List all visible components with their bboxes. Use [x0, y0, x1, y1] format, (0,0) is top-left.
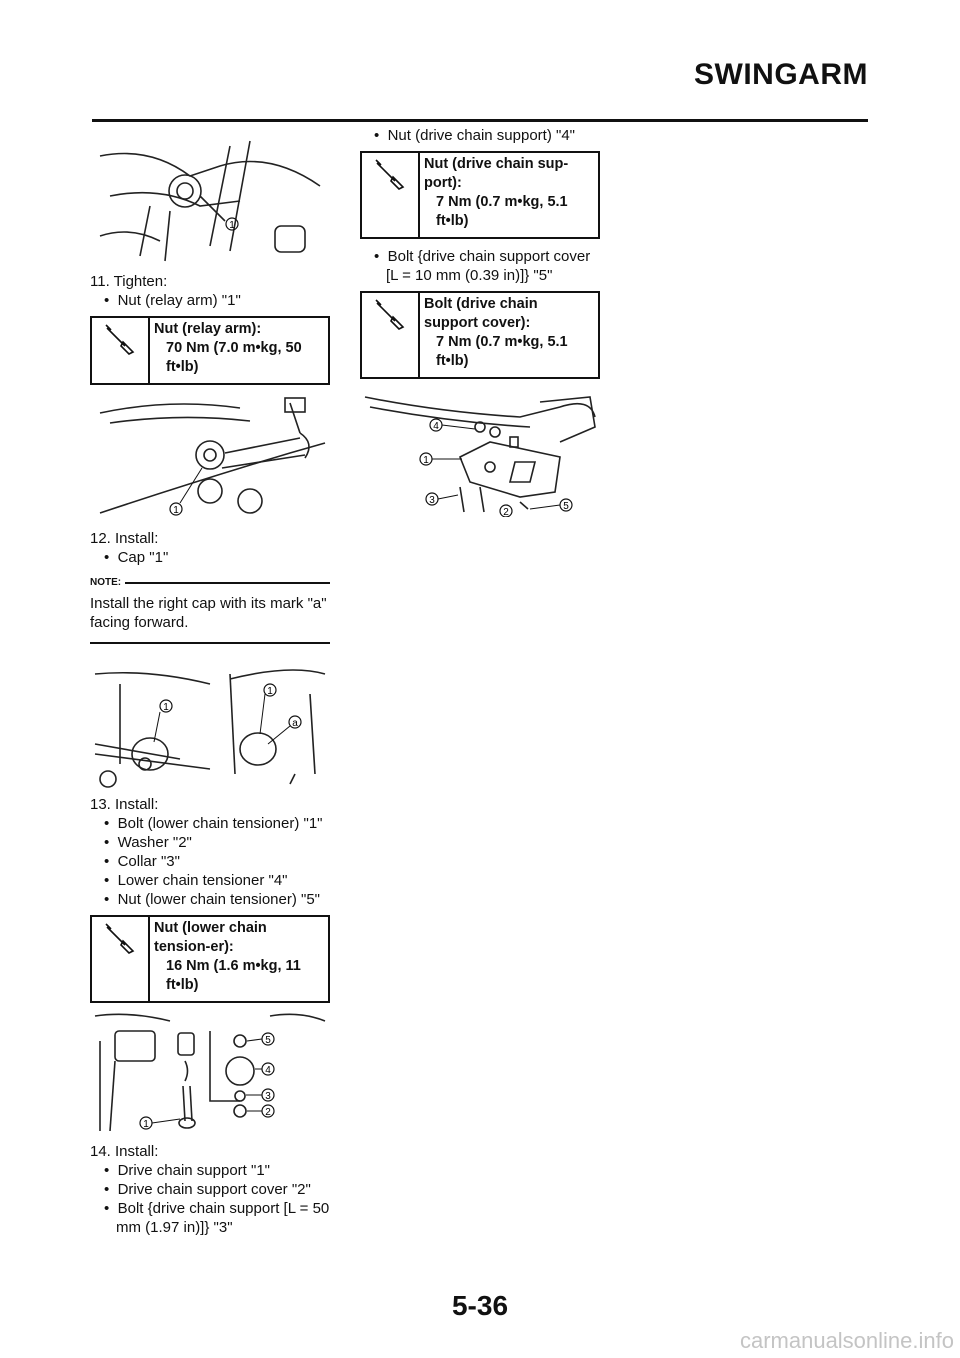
svg-text:3: 3 — [429, 495, 435, 506]
right-column — [360, 126, 600, 523]
callout-1 — [170, 468, 202, 516]
svg-text:4: 4 — [433, 421, 439, 432]
figure-relay-arm — [90, 393, 330, 523]
callout-2 — [247, 1105, 274, 1118]
callout-1 — [226, 218, 238, 231]
watermark: carmanualsonline.info — [739, 1328, 954, 1353]
spec-value: 70 Nm (7.0 m•kg, 50 ft•lb) — [166, 340, 302, 375]
svg-text:4: 4 — [265, 1065, 271, 1076]
note-box — [90, 573, 330, 644]
figure-lower-chain-tensioner — [90, 1011, 330, 1136]
callout-2 — [500, 505, 512, 517]
step-11-title: 11. Tighten: — [90, 273, 168, 290]
spec-lower-chain-tensioner-nut — [90, 915, 330, 1003]
figure-caps — [90, 654, 330, 789]
step-13-title: 13. Install: — [90, 796, 159, 813]
svg-text:3: 3 — [265, 1091, 271, 1102]
callout-1 — [260, 684, 276, 734]
step-13-bullet: • Lower chain tensioner "4" — [90, 871, 330, 890]
step-14-title: 14. Install: — [90, 1143, 159, 1160]
header-rule — [92, 119, 868, 122]
step-11-bullet: • Nut (relay arm) "1" — [90, 291, 330, 310]
callout-1 — [140, 1117, 180, 1130]
callout-1 — [154, 700, 172, 742]
figure-drive-chain-support — [360, 387, 600, 517]
spec-value: 7 Nm (0.7 m•kg, 5.1 ft•lb) — [436, 334, 568, 369]
callout-1 — [420, 453, 462, 466]
callout-3 — [246, 1089, 274, 1102]
spec-title: Nut (lower chain tension-er): — [154, 920, 267, 955]
torque-wrench-icon — [362, 153, 420, 237]
spec-title: Nut (relay arm): — [154, 321, 262, 337]
step-12-bullet: • Cap "1" — [90, 548, 330, 567]
step-13-bullet: • Nut (lower chain tensioner) "5" — [90, 890, 330, 909]
step-14-bullet: • Drive chain support "1" — [90, 1161, 330, 1180]
svg-text:1: 1 — [163, 702, 169, 713]
note-label: NOTE: — [90, 577, 122, 588]
torque-wrench-icon — [362, 293, 420, 377]
figure-relay-arm-nut — [90, 126, 330, 266]
svg-text:1: 1 — [173, 505, 179, 516]
step-13-bullet: • Collar "3" — [90, 852, 330, 871]
left-column — [90, 126, 330, 1237]
page-number: 5-36 — [451, 1290, 509, 1321]
svg-text:1: 1 — [267, 686, 273, 697]
spec-value: 7 Nm (0.7 m•kg, 5.1 ft•lb) — [436, 194, 568, 229]
svg-text:1: 1 — [229, 220, 235, 231]
step-13-bullet: • Bolt (lower chain tensioner) "1" — [90, 814, 330, 833]
torque-wrench-icon — [92, 917, 150, 1001]
spec-drive-chain-support-nut — [360, 151, 600, 239]
svg-text:1: 1 — [143, 1119, 149, 1130]
right-bullet: • Nut (drive chain support) "4" — [360, 126, 600, 145]
step-13-bullet: • Washer "2" — [90, 833, 330, 852]
step-12-title: 12. Install: — [90, 530, 159, 547]
svg-text:1: 1 — [423, 455, 429, 466]
spec-drive-chain-support-cover-bolt — [360, 291, 600, 379]
right-bullet: • Bolt {drive chain support cover [L = 10 mm (0.39 in)]} "5" — [360, 247, 600, 285]
step-14-bullet: • Drive chain support cover "2" — [90, 1180, 330, 1199]
callout-4 — [255, 1063, 274, 1076]
spec-relay-arm-nut — [90, 316, 330, 385]
spec-value: 16 Nm (1.6 m•kg, 11 ft•lb) — [166, 958, 301, 993]
callout-a — [268, 716, 301, 744]
callout-5 — [247, 1033, 274, 1046]
note-text: Install the right cap with its mark "a" facing forward. — [90, 592, 330, 644]
svg-text:5: 5 — [563, 501, 569, 512]
spec-title: Nut (drive chain sup-port): — [424, 156, 569, 191]
svg-text:2: 2 — [503, 507, 509, 517]
callout-3 — [426, 493, 458, 506]
step-14-bullet: • Bolt {drive chain support [L = 50 mm (1.97 in)]} "3" — [90, 1199, 330, 1237]
torque-wrench-icon — [92, 318, 150, 383]
svg-text:a: a — [292, 718, 298, 729]
callout-5 — [530, 499, 572, 512]
page-title: SWINGARM — [694, 58, 868, 91]
spec-title: Bolt (drive chain support cover): — [424, 296, 538, 331]
svg-text:5: 5 — [265, 1035, 271, 1046]
svg-text:2: 2 — [265, 1107, 271, 1118]
